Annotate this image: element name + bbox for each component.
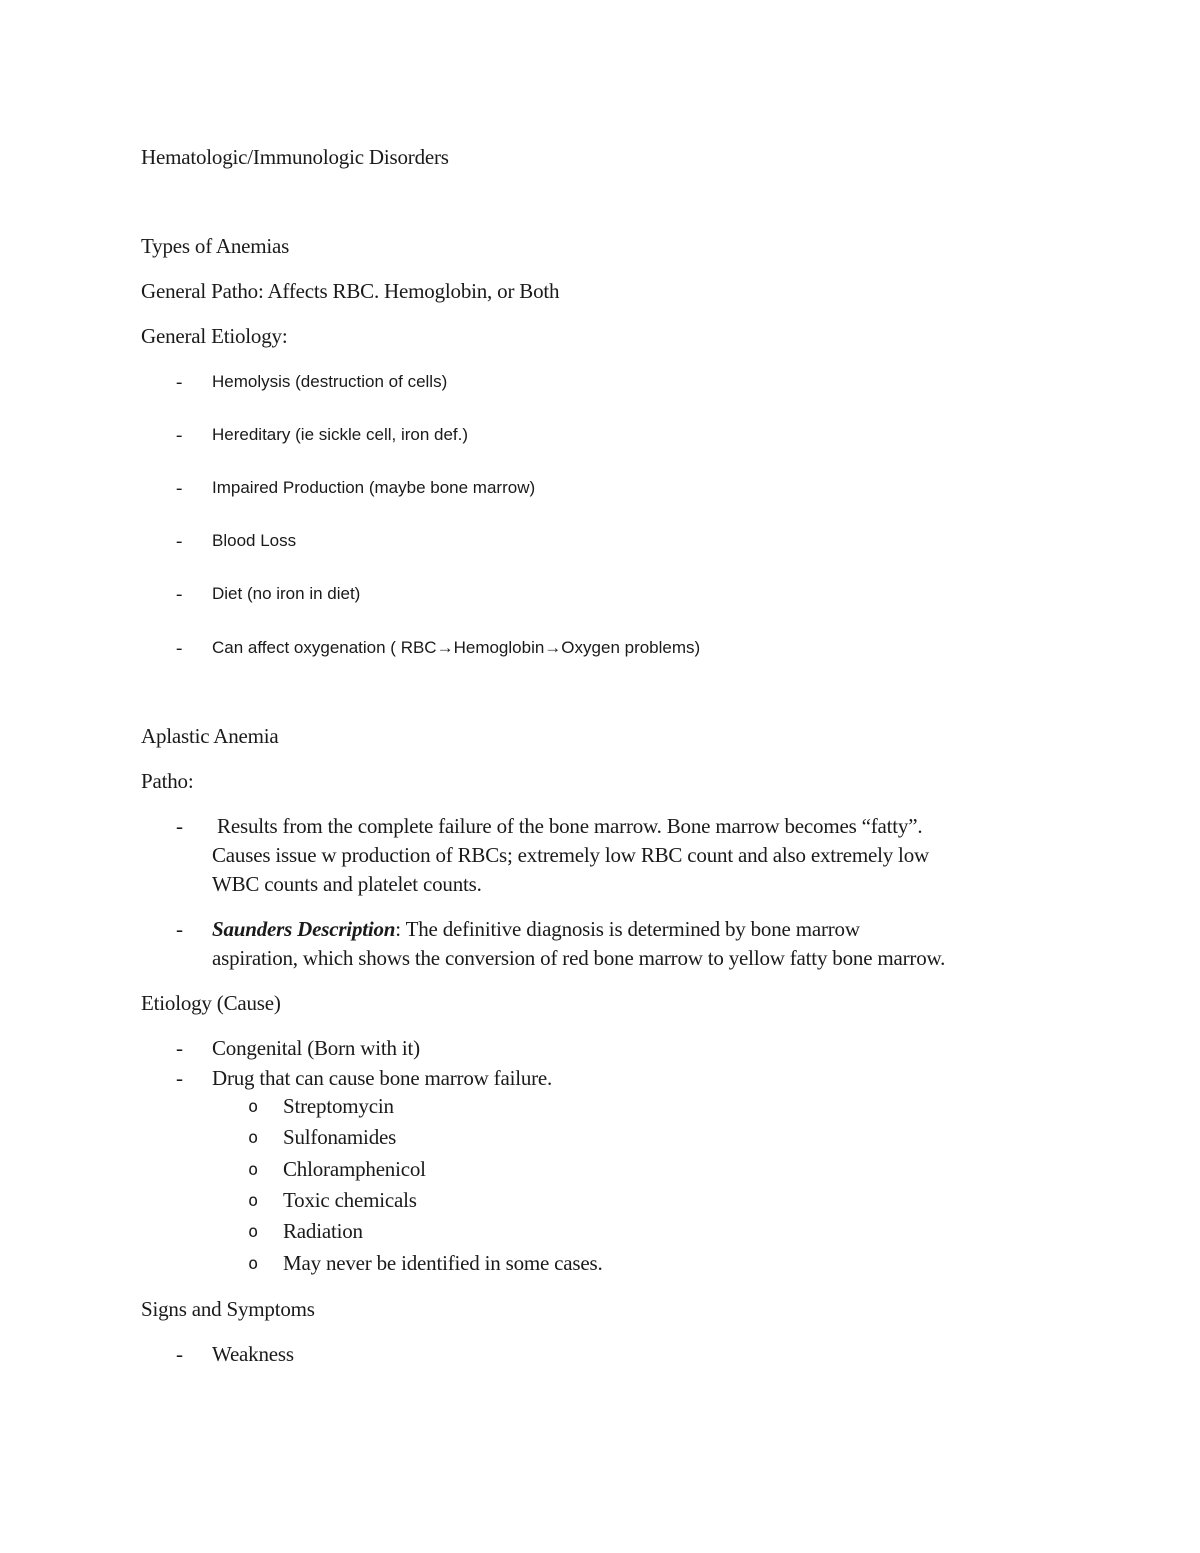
- bullet-dash: -: [176, 1342, 183, 1366]
- list-item: Weakness: [212, 1342, 294, 1366]
- saunders-text: : The definitive diagnosis is determined by bone marrow: [395, 917, 860, 941]
- sub-list-item: Sulfonamides: [283, 1125, 397, 1149]
- sub-bullet: o: [248, 1160, 259, 1180]
- sub-list-item: Chloramphenicol: [283, 1157, 426, 1181]
- general-etiology-label: General Etiology:: [141, 324, 288, 348]
- list-item: Congenital (Born with it): [212, 1036, 420, 1060]
- etiology-label: Etiology (Cause): [141, 991, 281, 1015]
- saunders-description: [212, 919, 860, 940]
- bullet-dash: -: [176, 372, 183, 393]
- sub-list-item: Radiation: [283, 1219, 363, 1243]
- patho-text-line: Results from the complete failure of the bone marrow. Bone marrow becomes “fatty”.: [212, 814, 923, 838]
- section-heading-anemias: Types of Anemias: [141, 234, 290, 258]
- general-patho: General Patho: Affects RBC. Hemoglobin, or Both: [141, 279, 560, 303]
- list-item: Blood Loss: [212, 531, 297, 550]
- bullet-dash: -: [176, 1036, 183, 1060]
- sub-bullet: o: [248, 1191, 259, 1211]
- bullet-dash: -: [176, 638, 183, 659]
- patho-text-line: WBC counts and platelet counts.: [212, 872, 482, 896]
- document-title: Hematologic/Immunologic Disorders: [141, 145, 449, 169]
- sub-bullet: o: [248, 1254, 259, 1274]
- sub-list-item: Streptomycin: [283, 1094, 394, 1118]
- patho-text-line: Causes issue w production of RBCs; extremely low RBC count and also extremely low: [212, 843, 929, 867]
- sub-bullet: o: [248, 1128, 259, 1148]
- bullet-dash: -: [176, 584, 183, 605]
- section-heading-aplastic: Aplastic Anemia: [141, 724, 279, 748]
- list-item: Can affect oxygenation ( RBC→Hemoglobin→Oxygen problems): [212, 638, 701, 657]
- signs-label: Signs and Symptoms: [141, 1297, 315, 1321]
- sub-bullet: o: [248, 1222, 259, 1242]
- list-item: Hereditary (ie sickle cell, iron def.): [212, 425, 469, 444]
- bullet-dash: -: [176, 917, 183, 941]
- list-item: Drug that can cause bone marrow failure.: [212, 1066, 553, 1090]
- sub-list-item: Toxic chemicals: [283, 1188, 417, 1212]
- bullet-dash: -: [176, 425, 183, 446]
- patho-label: Patho:: [141, 769, 194, 793]
- list-item: Impaired Production (maybe bone marrow): [212, 478, 536, 497]
- bullet-dash: -: [176, 478, 183, 499]
- bullet-dash: -: [176, 531, 183, 552]
- sub-list-item: May never be identified in some cases.: [283, 1251, 603, 1275]
- bullet-dash: -: [176, 1066, 183, 1090]
- list-item: Diet (no iron in diet): [212, 584, 361, 603]
- list-item: Hemolysis (destruction of cells): [212, 372, 448, 391]
- bullet-dash: -: [176, 814, 183, 838]
- saunders-text-line: aspiration, which shows the conversion of red bone marrow to yellow fatty bone marrow.: [212, 946, 946, 970]
- saunders-label: Saunders Description: [212, 917, 396, 941]
- sub-bullet: o: [248, 1097, 259, 1117]
